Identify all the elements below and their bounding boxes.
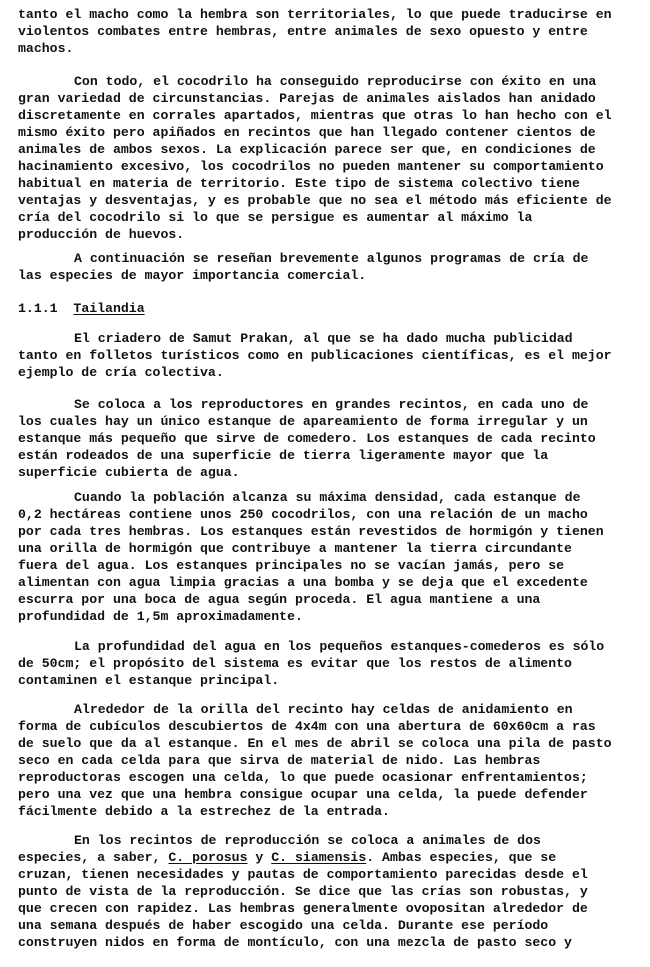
text-line: ventajas y desventajas, y es probable que no sea el método más eficiente de	[18, 193, 612, 208]
text-line: profundidad de 1,5m aproximadamente.	[18, 609, 303, 624]
text-line: estanque más pequeño que sirve de comedero. Los estanques de cada recinto	[18, 431, 596, 446]
text-line: fuera del agua. Los estanques principales no se vacían jamás, pero se	[18, 558, 565, 573]
paragraph-first-line: La profundidad del agua en los pequeños estanques-comederos es sólo	[74, 639, 605, 654]
text-line: producción de huevos.	[18, 227, 185, 242]
text-line: 0,2 hectáreas contiene unos 250 cocodrilos, con una relación de un macho	[18, 507, 588, 522]
text-line: una semana después de haber escogido una celda. Durante ese período	[18, 918, 549, 933]
text-line: machos.	[18, 41, 74, 56]
text-line: los cuales hay un único estanque de apareamiento de forma irregular y un	[18, 414, 588, 429]
text-line: de 50cm; el propósito del sistema es evitar que los restos de alimento	[18, 656, 572, 671]
text-line: gran variedad de circunstancias. Parejas de animales aislados han anidado	[18, 91, 596, 106]
text-line: hacinamiento excesivo, los cocodrilos no pueden mantener su comportamiento	[18, 159, 604, 174]
paragraph-first-line: Cuando la población alcanza su máxima densidad, cada estanque de	[74, 490, 581, 505]
text-line: las especies de mayor importancia comercial.	[18, 268, 367, 283]
text-line: superficie cubierta de agua.	[18, 465, 240, 480]
text-line: contaminen el estanque principal.	[18, 673, 280, 688]
text-line: tanto en folletos turísticos como en publicaciones científicas, es el mejor	[18, 348, 612, 363]
text-line: forma de cubículos descubiertos de 4x4m con una abertura de 60x60cm a ras	[18, 719, 596, 734]
paragraph-first-line: A continuación se reseñan brevemente algunos programas de cría de	[74, 251, 589, 266]
paragraph-first-line: Se coloca a los reproductores en grandes recintos, en cada uno de	[74, 397, 589, 412]
paragraph-first-line: Alrededor de la orilla del recinto hay celdas de anidamiento en	[74, 702, 573, 717]
text-line: violentos combates entre hembras, entre animales de sexo opuesto y entre	[18, 24, 588, 39]
paragraph-first-line: El criadero de Samut Prakan, al que se ha dado mucha publicidad	[74, 331, 573, 346]
text-line: de suelo que da al estanque. En el mes de abril se coloca una pila de pasto	[18, 736, 612, 751]
species-name: C. siamensis	[271, 850, 367, 865]
text-line: mismo éxito pero apiñados en recintos que han llegado contener cientos de	[18, 125, 596, 140]
text-line: están rodeados de una superficie de tierra ligeramente mayor que la	[18, 448, 549, 463]
text-line: habitual en materia de territorio. Este tipo de sistema colectivo tiene	[18, 176, 580, 191]
text-line: cruzan, tienen necesidades y pautas de comportamiento parecidas desde el	[18, 867, 588, 882]
text-line: discretamente en corrales apartados, mientras que otras lo han hecho con el	[18, 108, 612, 123]
section-number: 1.1.1	[18, 301, 58, 316]
text-line: cría del cocodrilo si lo que se persigue es aumentar al máximo la	[18, 210, 533, 225]
species-name: C. porosus	[168, 850, 248, 865]
text-line: por cada tres hembras. Los estanques están revestidos de hormigón y tienen	[18, 524, 604, 539]
text-line: escurra por una boca de agua según proceda. El agua mantiene a una	[18, 592, 541, 607]
text-line: reproductoras escogen una celda, lo que puede ocasionar enfrentamientos;	[18, 770, 588, 785]
text-line: pero una vez que una hembra consigue ocupar una celda, la puede defender	[18, 787, 588, 802]
text-line: fácilmente debido a la estrechez de la entrada.	[18, 804, 390, 819]
text-line: punto de vista de la reproducción. Se dice que las crías son robustas, y	[18, 884, 588, 899]
paragraph-first-line: Con todo, el cocodrilo ha conseguido reproducirse con éxito en una	[74, 74, 597, 89]
text-line: una orilla de hormigón que contribuye a mantener la tierra circundante	[18, 541, 572, 556]
text-line: alimentan con agua limpia gracias a una bomba y se deja que el excedente	[18, 575, 588, 590]
text-line: ejemplo de cría colectiva.	[18, 365, 224, 380]
text-line: seco en cada celda para que sirva de material de nido. Las hembras	[18, 753, 541, 768]
text-line: animales de ambos sexos. La explicación parece ser que, en condiciones de	[18, 142, 596, 157]
text-line-with-species: especies, a saber, C. porosus y C. siamensis. Ambas especies, que se	[18, 850, 557, 865]
text-line: tanto el macho como la hembra son territoriales, lo que puede traducirse en	[18, 7, 612, 22]
section-title: Tailandia	[73, 301, 145, 316]
section-heading	[18, 300, 145, 317]
paragraph-first-line: En los recintos de reproducción se coloca a animales de dos	[74, 833, 541, 848]
text-line: construyen nidos en forma de montículo, con una mezcla de pasto seco y	[18, 935, 572, 950]
text-line: que crecen con rapidez. Las hembras generalmente ovopositan alrededor de	[18, 901, 588, 916]
